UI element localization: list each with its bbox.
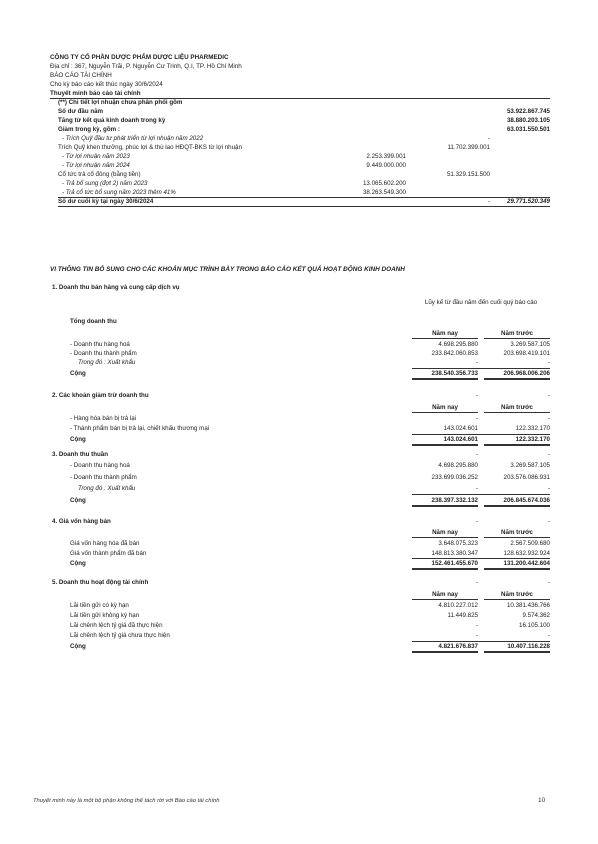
s1-row-prior: 3.269.587.105 <box>510 341 550 348</box>
s4-total-label: Cộng <box>70 560 86 567</box>
s1-total-current: 238.540.356.733 <box>412 370 478 380</box>
s4-title: 4. Giá vốn hàng bán <box>52 518 111 525</box>
s2-row-label: - Thành phẩm bán bị trả lại, chiết khấu thương mại <box>70 425 210 432</box>
profit-row-value: 2.253.399.001 <box>366 153 406 160</box>
s2-total-label: Cộng <box>70 436 86 443</box>
s5-row-label: Lãi chênh lệch tỷ giá đã thực hiện <box>70 622 163 629</box>
s5-dash-current: - <box>475 579 478 586</box>
notes-title: Thuyết minh báo cáo tài chính <box>50 90 141 97</box>
profit-row-label: - Trả cổ tức bổ sung năm 2023 thêm 41% <box>62 189 176 196</box>
s5-row-current: - <box>475 622 478 629</box>
s1-row-label: - Doanh thu hàng hoá <box>70 341 130 348</box>
s3-row-prior: - <box>547 485 550 492</box>
profit-row-label: - Từ lợi nhuận năm 2023 <box>62 153 130 160</box>
col-current-header: Năm nay <box>412 529 478 538</box>
profit-row-value: - <box>487 198 490 205</box>
s4-dash-current: - <box>475 518 478 525</box>
s3-title: 3. Doanh thu thuần <box>52 451 109 458</box>
s1-title: 1. Doanh thu bán hàng và cung cấp dịch vụ <box>52 284 180 291</box>
s4-row-prior: 128.632.932.924 <box>503 550 550 557</box>
s3-row-label: Trong đó : Xuất khẩu <box>78 485 136 492</box>
profit-row-label: Số dư đầu năm <box>58 108 104 115</box>
s4-total-current: 152.461.455.670 <box>412 560 478 570</box>
s2-total-prior: 122.332.170 <box>484 436 550 446</box>
s5-total-rule <box>412 641 550 642</box>
s2-title: 2. Các khoản giảm trừ doanh thu <box>52 392 149 399</box>
s3-dash-prior: - <box>547 451 550 458</box>
s2-row-prior: - <box>547 415 550 422</box>
profit-row-label: - Từ lợi nhuận năm 2024 <box>62 162 130 169</box>
s5-row-current: 4.810.227.012 <box>438 602 478 609</box>
profit-row-value: 11.702.399.001 <box>447 144 490 151</box>
s5-row-label: Lãi tiền gửi không kỳ hạn <box>70 612 140 619</box>
s5-title: 5. Doanh thu hoạt động tài chính <box>52 579 149 586</box>
s1-row-prior: 203.698.419.101 <box>503 350 550 357</box>
s1-total-prior: 206.968.006.206 <box>484 370 550 380</box>
s3-total-current: 238.397.332.132 <box>412 497 478 507</box>
s3-row-current: - <box>475 485 478 492</box>
s5-row-prior: 10.381.436.766 <box>506 602 550 609</box>
s5-row-prior: 9.574.362 <box>522 612 550 619</box>
s3-dash-current: - <box>475 451 478 458</box>
profit-row-value: 51.329.151.500 <box>446 171 490 178</box>
s2-dash-prior: - <box>547 392 550 399</box>
s1-row-label: Trong đó : Xuất khẩu <box>78 359 136 366</box>
profit-row-label: Trích Quỹ khen thưởng, phúc lợi & thù lao HĐQT-BKS từ lợi nhuận <box>58 144 242 151</box>
col-prior-header: Năm trước <box>484 404 550 413</box>
profit-row-value: 9.449.000.000 <box>366 162 406 169</box>
s1-row-current: - <box>475 359 478 366</box>
s5-total-prior: 10.407.116.228 <box>484 643 550 653</box>
s5-row-prior: 16.105.100 <box>519 622 550 629</box>
s5-row-label: Lãi chênh lệch tỷ giá chưa thực hiện <box>70 632 170 639</box>
profit-row-value: 53.922.867.745 <box>506 108 550 115</box>
s5-total-current: 4.821.676.837 <box>412 643 478 653</box>
profit-row-value: - <box>487 135 490 142</box>
footer-note: Thuyết minh này là một bộ phận không thể tách rời với Báo cáo tài chính <box>33 798 220 804</box>
profit-row-value: 63.031.550.501 <box>506 126 550 133</box>
s3-row-current: 4.698.295.880 <box>438 462 478 469</box>
profit-closing-value: 29.771.520.349 <box>506 198 550 205</box>
s3-row-label: - Doanh thu hàng hoá <box>70 462 130 469</box>
profit-row-value: 38.263.549.300 <box>362 189 406 196</box>
s4-row-label: Giá vốn thành phẩm đã bán <box>70 550 147 557</box>
col-prior-header: Năm trước <box>484 529 550 538</box>
profit-row-label: Giảm trong kỳ, gồm : <box>58 126 120 133</box>
col-current-header: Năm nay <box>412 404 478 413</box>
profit-row-label: - Trả bổ sung (đợt 2) năm 2023 <box>62 180 148 187</box>
s4-row-prior: 2.567.509.680 <box>510 540 550 547</box>
profit-closing-rule-bottom <box>58 206 550 207</box>
profit-heading: (**) Chi tiết lợi nhuận chưa phân phối gồm <box>58 99 183 106</box>
profit-row-label: - Trích Quỹ đầu tư phát triển từ lợi nhuận năm 2022 <box>62 135 204 142</box>
report-period: Cho kỳ báo cáo kết thúc ngày 30/6/2024 <box>50 81 163 88</box>
s1-total-label: Cộng <box>70 370 86 377</box>
s2-total-rule <box>412 434 550 435</box>
s1-row-prior: - <box>547 359 550 366</box>
s2-row-current: 143.024.601 <box>443 425 478 432</box>
s4-row-current: 148.813.380.347 <box>431 550 478 557</box>
s2-row-current: - <box>475 415 478 422</box>
profit-row-label: Tăng từ kết quả kinh doanh trong kỳ <box>58 117 166 124</box>
s4-row-current: 3.648.075.323 <box>438 540 478 547</box>
s5-row-prior: - <box>547 632 550 639</box>
s5-row-current: 11.449.825 <box>447 612 478 619</box>
s5-total-label: Cộng <box>70 643 86 650</box>
s1-total-rule <box>412 368 550 369</box>
page-number: 10 <box>538 797 546 804</box>
s5-row-label: Lãi tiền gửi có kỳ hạn <box>70 602 129 609</box>
s4-dash-prior: - <box>547 518 550 525</box>
s2-row-prior: 122.332.170 <box>515 425 550 432</box>
company-name: CÔNG TY CỔ PHẦN DƯỢC PHẨM DƯỢC LIỆU PHARMEDIC <box>50 54 229 61</box>
company-address: Địa chỉ : 367, Nguyễn Trãi, P. Nguyễn Cư Trinh, Q.I, TP. Hồ Chí Minh <box>50 63 242 70</box>
s1-row-label: - Doanh thu thành phẩm <box>70 350 137 357</box>
profit-closing-label: Số dư cuối kỳ tại ngày 30/6/2024 <box>58 198 154 205</box>
col-prior-header: Năm trước <box>484 591 550 600</box>
s3-total-prior: 206.845.674.036 <box>484 497 550 507</box>
s2-dash-current: - <box>475 392 478 399</box>
s1-row-current: 233.842.060.853 <box>431 350 478 357</box>
s3-row-prior: 203.576.086.931 <box>503 474 550 481</box>
s3-row-label: - Doanh thu thành phẩm <box>70 474 137 481</box>
report-title: BÁO CÁO TÀI CHÍNH <box>50 72 112 79</box>
col-current-header: Năm nay <box>412 591 478 600</box>
s3-row-current: 233.699.036.252 <box>431 474 478 481</box>
s5-dash-prior: - <box>547 579 550 586</box>
col-prior-header: Năm trước <box>484 330 550 339</box>
section-vi-title: VI THÔNG TIN BỔ SUNG CHO CÁC KHOẢN MỤC TRÌNH BÀY TRONG BÁO CÁO KẾT QUẢ HOẠT ĐỘNG KINH DOANH <box>50 266 405 273</box>
s4-row-label: Giá vốn hàng hóa đã bán <box>70 540 140 547</box>
s2-total-current: 143.024.601 <box>412 436 478 446</box>
s4-total-rule <box>412 558 550 559</box>
col-group-header: Lũy kế từ đầu năm đến cuối quý báo cáo <box>424 299 538 306</box>
s5-row-current: - <box>475 632 478 639</box>
profit-row-label: Cổ tức trả cổ đông (bằng tiền) <box>58 171 141 178</box>
profit-row-value: 13.065.602.200 <box>362 180 406 187</box>
s3-row-prior: 3.269.587.105 <box>510 462 550 469</box>
s1-row-current: 4.698.295.880 <box>438 341 478 348</box>
s2-row-label: - Hàng hóa bán bị trả lại <box>70 415 137 422</box>
col-current-header: Năm nay <box>412 330 478 339</box>
s1-subtitle: Tổng doanh thu <box>70 318 117 325</box>
s3-total-rule <box>412 494 550 495</box>
s4-total-prior: 131.200.442.604 <box>484 560 550 570</box>
s3-total-label: Cộng <box>70 497 86 504</box>
profit-row-value: 38.880.203.105 <box>506 117 550 124</box>
